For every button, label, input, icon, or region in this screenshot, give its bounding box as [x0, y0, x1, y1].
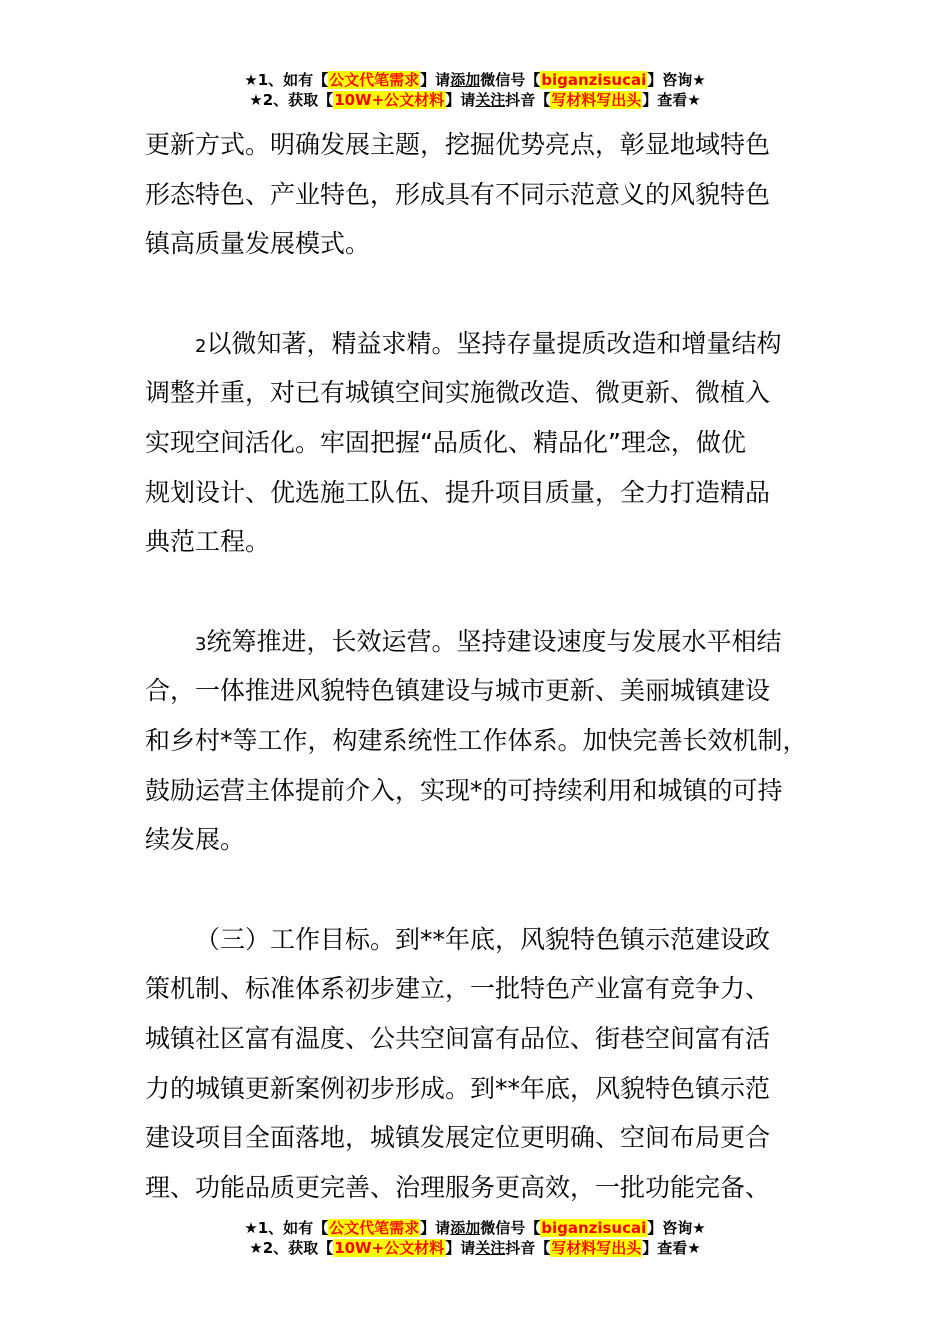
header-promo — [0, 70, 950, 110]
promo-line-1 — [0, 1218, 950, 1238]
text-line: 形态特色、产业特色，形成具有不同示范意义的风貌特色 — [145, 179, 771, 209]
text-line: 和乡村*等工作，构建系统性工作体系。加快完善长效机制， — [145, 725, 808, 755]
paragraph-first-line — [145, 319, 815, 369]
text-line: 规划设计、优选施工队伍、提升项目质量，全力打造精品 — [145, 477, 771, 507]
promo-text: 】咨询★ — [647, 71, 706, 89]
paragraph-1 — [145, 120, 815, 269]
paragraph-number: 3 — [195, 633, 207, 655]
promo-underlined: 关注 — [475, 1239, 506, 1257]
promo-line-2 — [0, 1238, 950, 1258]
paragraph-first-line — [145, 617, 815, 667]
promo-highlight: 10W+公文材料 — [334, 91, 445, 109]
paragraph-2 — [145, 319, 815, 567]
text-line: 建设项目全面落地，城镇发展定位更明确、空间布局更合 — [145, 1123, 771, 1153]
promo-underlined: 关注 — [475, 91, 506, 109]
promo-text: 】请 — [445, 1239, 476, 1257]
promo-highlight-douyin: 写材料写出头 — [551, 1239, 642, 1257]
document-body — [145, 120, 815, 1262]
text-line: 城镇社区富有温度、公共空间富有品位、街巷空间富有活 — [145, 1023, 771, 1053]
text-line: 合，一体推进风貌特色镇建设与城市更新、美丽城镇建设 — [145, 676, 771, 706]
promo-underlined: 添加 — [450, 1219, 481, 1237]
promo-text: 】查看★ — [642, 91, 701, 109]
promo-text: 】咨询★ — [647, 1219, 706, 1237]
promo-text: 抖音【 — [505, 1239, 551, 1257]
paragraph-number: 2 — [195, 335, 207, 357]
text-line: 实现空间活化。牢固把握“品质化、精品化”理念，做优 — [145, 427, 746, 457]
promo-highlight: 公文代笔需求 — [329, 71, 420, 89]
text-line: 调整并重，对已有城镇空间实施微改造、微更新、微植入 — [145, 378, 771, 408]
text-line: 典范工程。 — [145, 527, 271, 557]
promo-text: 抖音【 — [505, 91, 551, 109]
promo-highlight: 10W+公文材料 — [334, 1239, 445, 1257]
promo-line-1 — [0, 70, 950, 90]
promo-text: ★2、获取【 — [249, 91, 334, 109]
promo-text: ★2、获取【 — [249, 1239, 334, 1257]
text-line: 力的城镇更新案例初步形成。到**年底，风貌特色镇示范 — [145, 1073, 771, 1103]
promo-text: 微信号【 — [480, 1219, 541, 1237]
promo-text: 】请 — [420, 71, 451, 89]
promo-highlight-douyin: 写材料写出头 — [551, 91, 642, 109]
footer-promo — [0, 1218, 950, 1258]
promo-highlight: 公文代笔需求 — [329, 1219, 420, 1237]
paragraph-first-line: （三）工作目标。到**年底，风貌特色镇示范建设政 — [195, 924, 771, 954]
text-line: 续发展。 — [145, 825, 246, 855]
text-line: 更新方式。明确发展主题，挖掘优势亮点，彰显地域特色 — [145, 130, 771, 159]
promo-text: 】请 — [420, 1219, 451, 1237]
promo-underlined: 添加 — [450, 71, 481, 89]
paragraph-3 — [145, 617, 815, 865]
text-line: 鼓励运营主体提前介入，实现*的可持续利用和城镇的可持 — [145, 775, 783, 805]
paragraph-4 — [145, 915, 815, 1213]
promo-text: ★1、如有【 — [244, 71, 329, 89]
promo-highlight-wechat: biganzisucai — [541, 1219, 647, 1237]
text-line: 策机制、标准体系初步建立，一批特色产业富有竞争力、 — [145, 974, 771, 1004]
text-line: 理、功能品质更完善、治理服务更高效，一批功能完备、 — [145, 1172, 771, 1202]
promo-text: ★1、如有【 — [244, 1219, 329, 1237]
promo-text: 】请 — [445, 91, 476, 109]
promo-highlight-wechat: biganzisucai — [541, 71, 647, 89]
text-line: 以微知著，精益求精。坚持存量提质改造和增量结构 — [206, 328, 782, 358]
promo-text: 】查看★ — [642, 1239, 701, 1257]
promo-text: 微信号【 — [480, 71, 541, 89]
promo-line-2 — [0, 90, 950, 110]
text-line: 统筹推进，长效运营。坚持建设速度与发展水平相结 — [206, 626, 782, 656]
text-line: 镇高质量发展模式。 — [145, 229, 371, 259]
